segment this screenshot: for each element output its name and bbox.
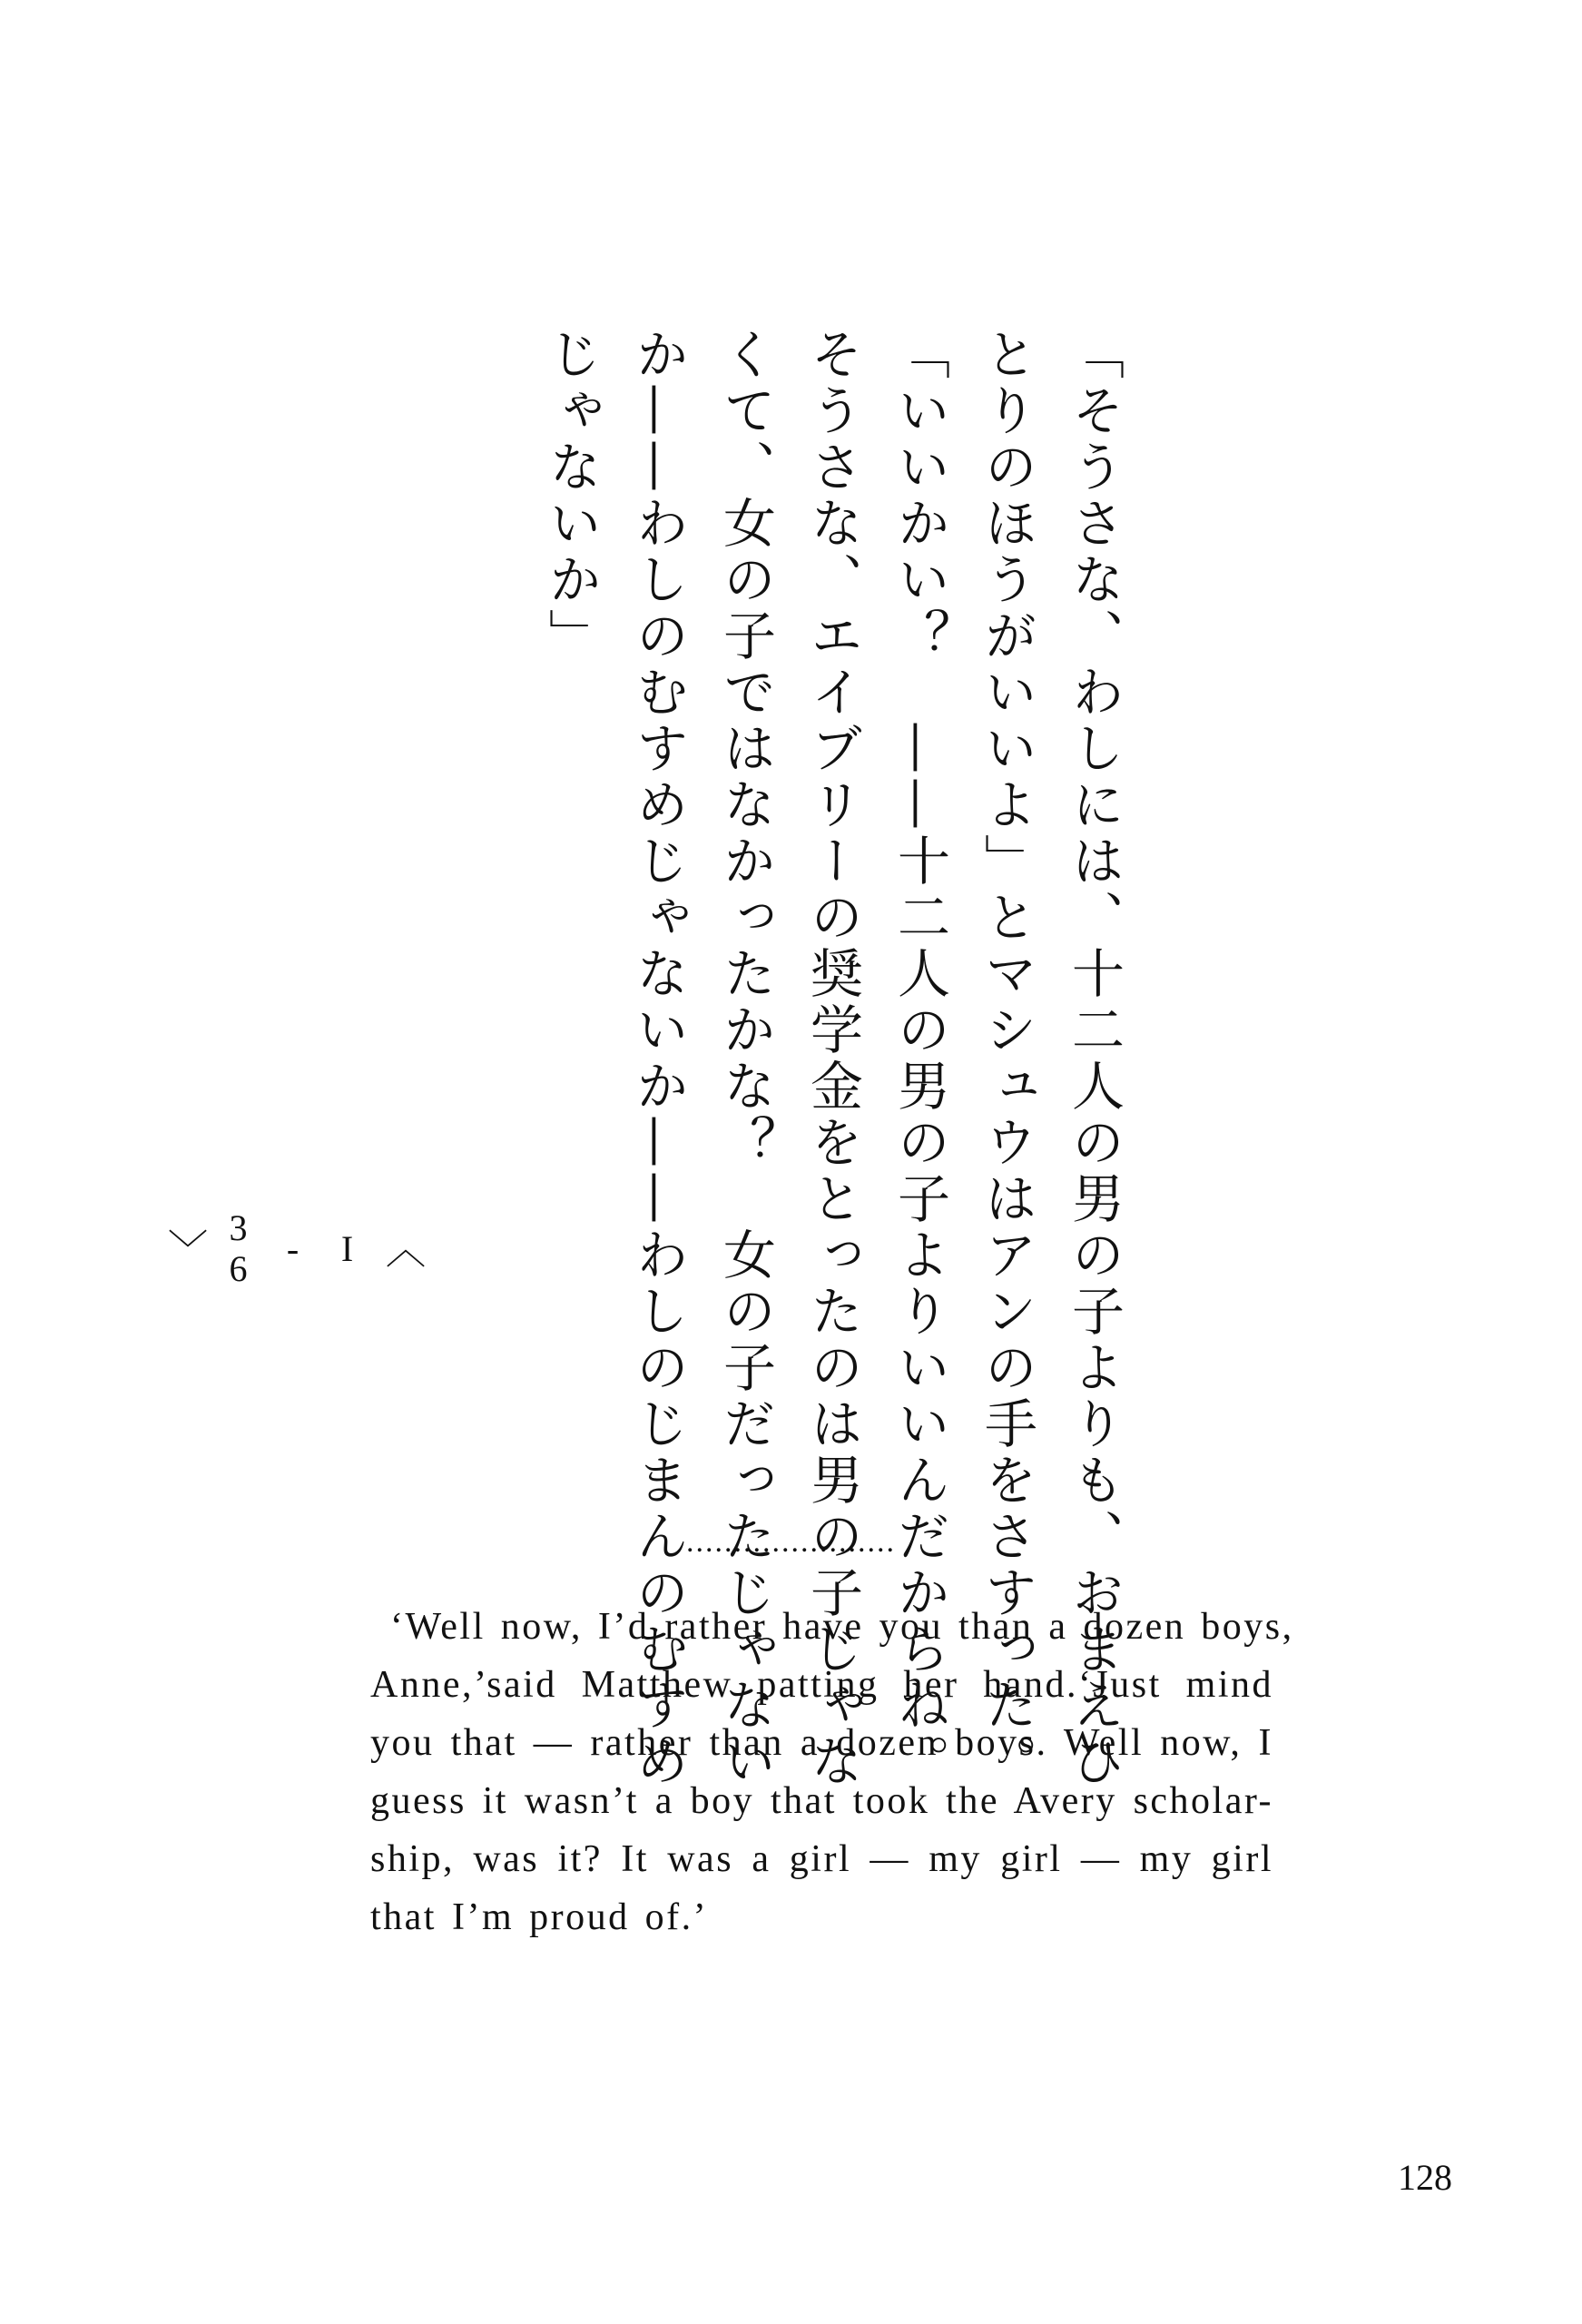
reference-close-bracket: 〉 — [162, 1228, 206, 1268]
english-line: you that — rather than a dozen boys. Well now, I — [370, 1722, 1273, 1764]
chapter-reference — [162, 1207, 428, 1289]
english-line: that I’m proud of.’ — [370, 1896, 709, 1938]
reference-chapter: 36 — [218, 1207, 259, 1289]
english-line: guess it wasn’t a boy that took the Avery scholar- — [370, 1780, 1273, 1822]
english-line: Anne,’said Matthew patting her hand.‘Just mind — [370, 1664, 1273, 1706]
english-translation — [370, 1598, 1294, 1946]
japanese-line: か——わしのむすめじゃないか——わしのじまんのむすめ — [627, 327, 689, 1790]
japanese-line: 「いいかい？ ——十二人の男の子よりいいんだからね。 — [889, 327, 950, 1790]
japanese-line: とりのほうがいいよ」とマシュウはアンの手をさすった。 — [976, 327, 1037, 1790]
reference-separator: - — [272, 1227, 313, 1269]
page-number: 128 — [1398, 2157, 1452, 2198]
dotted-divider: ...................... — [686, 1525, 896, 1559]
japanese-line: 「そうさな、わしには、十二人の男の子よりも、おまえひ — [1063, 327, 1125, 1790]
japanese-line: そうさな、エイブリーの奨学金をとったのは男の子じゃな — [801, 327, 863, 1790]
reference-volume: I — [327, 1227, 368, 1269]
japanese-line: じゃないか」 — [540, 327, 602, 665]
japanese-line: くて、女の子ではなかったかな？ 女の子だったじゃない — [714, 327, 776, 1790]
english-line: ship, was it? It was a girl — my girl — my girl — [370, 1838, 1273, 1880]
english-line: ‘Well now, I’d rather have you than a dozen boys, — [390, 1606, 1294, 1648]
reference-open-bracket: 〈 — [379, 1228, 424, 1268]
